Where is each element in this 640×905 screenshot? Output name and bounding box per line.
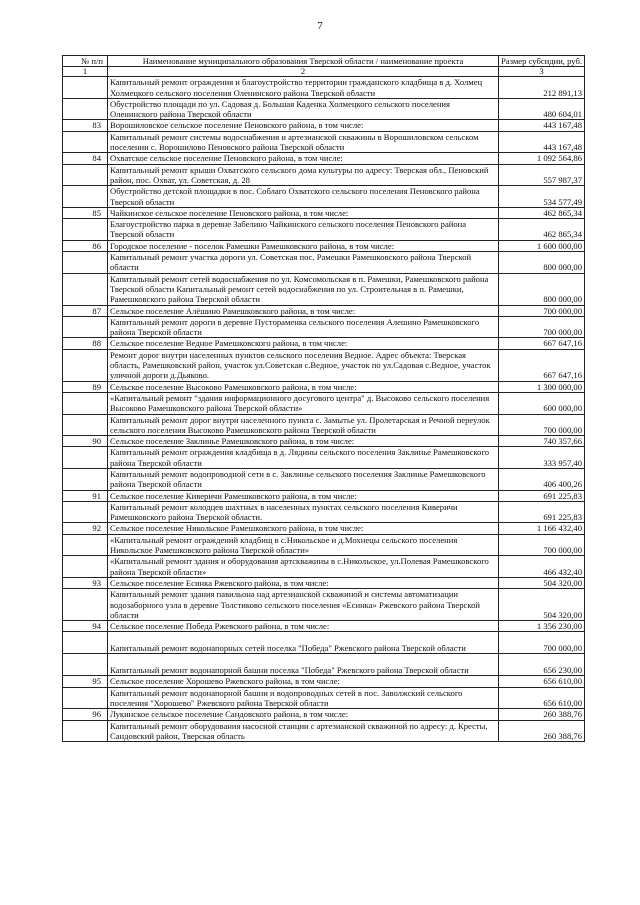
row-name: Капитальный ремонт участка дороги ул. Советская пос. Рамешки Рамешковского района Тверской области [108, 252, 499, 274]
row-amount: 667 647,16 [499, 349, 585, 381]
row-number [63, 98, 108, 120]
row-name: «Капитальный ремонт здания и оборудования артскважины в с.Никольское, ул.Полевая Рамешковского района Тверской области» [108, 556, 499, 578]
table-row [63, 153, 585, 164]
row-number [63, 687, 108, 709]
row-number: 93 [63, 577, 108, 588]
row-name: Капитальный ремонт ограждения кладбища в д. Лядины сельского поселения Заклинье Рамешковского района Тверской области [108, 447, 499, 469]
row-name: Капитальный ремонт водонапорной башни и водопроводных сетей в пос. Заволжский сельского поселения "Хорошево" Ржевского района Тверской области [108, 687, 499, 709]
row-name: Капитальный ремонт сетей водоснабжения по ул. Комсомольская в п. Рамешки, Рамешковского района Тверской области Капитальный ремонт сетей водоснабжения по ул. Строительная в п. Рамешки, Рамешковского района Тверской области [108, 273, 499, 305]
row-number: 94 [63, 621, 108, 632]
row-number: 86 [63, 240, 108, 251]
row-amount: 656 610,00 [499, 676, 585, 687]
row-amount: 260 388,76 [499, 720, 585, 742]
row-name: Обустройство детской площадки в пос. Соблаго Охватского сельского поселения Пеновского района Тверской области [108, 186, 499, 208]
row-number [63, 534, 108, 556]
row-name: Капитальный ремонт водопроводной сети в с. Заклинье сельского поселения Заклинье Рамешковского района Тверской области [108, 468, 499, 490]
row-amount: 691 225,83 [499, 501, 585, 523]
table-row [63, 501, 585, 523]
subsidy-table [62, 55, 585, 742]
row-name: Капитальный ремонт дорог внутри населенного пункта с. Замытье ул. Пролетарская и Речной переулок сельского поселения Высоково Рамешковского района Тверской области [108, 414, 499, 436]
table-row [63, 490, 585, 501]
table-row [63, 621, 585, 632]
table-row [63, 305, 585, 316]
row-number [63, 501, 108, 523]
row-name: Капитальный ремонт водонапорных сетей поселка "Победа" Ржевского района Тверской области [108, 632, 499, 654]
row-amount: 1 356 230,00 [499, 621, 585, 632]
table-row [63, 654, 585, 676]
row-number: 91 [63, 490, 108, 501]
row-number: 90 [63, 436, 108, 447]
row-name: Лукинское сельское поселение Сандовского района, в том числе: [108, 709, 499, 720]
row-name: Сельское поселение Алёшино Рамешковского района, в том числе: [108, 305, 499, 316]
row-amount: 800 000,00 [499, 252, 585, 274]
table-row [63, 316, 585, 338]
table-row [63, 219, 585, 241]
row-number: 89 [63, 381, 108, 392]
row-name: Капитальный ремонт колодцев шахтных в населенных пунктах сельского поселения Киверичи Рамешковского района Тверской области. [108, 501, 499, 523]
row-number: 96 [63, 709, 108, 720]
row-number: 92 [63, 523, 108, 534]
table-row [63, 77, 585, 99]
row-name: Обустройство площади по ул. Садовая д. Большая Каденка Холмецкого сельского поселения Оленинского района Тверской области [108, 98, 499, 120]
table-row [63, 252, 585, 274]
row-amount: 700 000,00 [499, 316, 585, 338]
row-amount: 600 000,00 [499, 392, 585, 414]
row-amount: 700 000,00 [499, 414, 585, 436]
header-amount: Размер субсидии, руб. [499, 56, 585, 67]
row-number [63, 654, 108, 676]
row-number [63, 589, 108, 621]
row-number [63, 349, 108, 381]
table-row [63, 687, 585, 709]
row-name: Капитальный ремонт оборудования насосной станции с артезианской скважиной по адресу: д. Кресты, Сандовский район, Тверская область [108, 720, 499, 742]
table-row [63, 436, 585, 447]
row-name: Капитальный ремонт крыши Охватского сельского дома культуры по адресу: Тверская обл., Пеновский район, пос. Охват, ул. Советская, д. 28 [108, 164, 499, 186]
column-index-2: 2 [108, 67, 499, 77]
row-amount: 1 092 564,86 [499, 153, 585, 164]
table-row [63, 523, 585, 534]
row-name: Сельское поселение Победа Ржевского района, в том числе: [108, 621, 499, 632]
row-number: 88 [63, 338, 108, 349]
row-name: Сельское поселение Заклинье Рамешковского района, в том числе: [108, 436, 499, 447]
table-row [63, 468, 585, 490]
row-name: Капитальный ремонт ограждения и благоустройство территории гражданского кладбища в д. Холмец Холмецкого сельского поселения Оленинского района Тверской области [108, 77, 499, 99]
row-name: Капитальный ремонт здания павильона над артезианской скважиной и системы автоматизации водозаборного узла в деревне Толстиково сельского поселения «Есинка» Ржевского района Тверской области [108, 589, 499, 621]
row-amount: 1 300 000,00 [499, 381, 585, 392]
row-amount: 740 357,66 [499, 436, 585, 447]
row-number [63, 632, 108, 654]
row-name: Охватское сельское поселение Пеновского района, в том числе: [108, 153, 499, 164]
table-row [63, 131, 585, 153]
table-row [63, 720, 585, 742]
row-number [63, 316, 108, 338]
row-number [63, 164, 108, 186]
row-amount: 504 320,00 [499, 577, 585, 588]
row-name: Сельское поселение Ведное Рамешковского района, в том числе: [108, 338, 499, 349]
row-number [63, 131, 108, 153]
row-name: Городское поселение - поселок Рамешки Рамешковского района, в том числе: [108, 240, 499, 251]
table-row [63, 98, 585, 120]
table-row [63, 577, 585, 588]
header-name: Наименование муниципального образования Тверской области / наименование проекта [108, 56, 499, 67]
column-index-1: 1 [63, 67, 108, 77]
row-amount: 443 167,48 [499, 120, 585, 131]
row-number [63, 186, 108, 208]
row-amount: 443 167,48 [499, 131, 585, 153]
row-amount: 667 647,16 [499, 338, 585, 349]
row-amount: 1 166 432,40 [499, 523, 585, 534]
table-row [63, 207, 585, 218]
table-row [63, 709, 585, 720]
row-number [63, 392, 108, 414]
row-amount: 406 400,26 [499, 468, 585, 490]
row-amount: 656 230,00 [499, 654, 585, 676]
row-amount: 504 320,00 [499, 589, 585, 621]
column-index-row [63, 67, 585, 77]
row-number [63, 447, 108, 469]
row-amount: 260 388,76 [499, 709, 585, 720]
row-number [63, 720, 108, 742]
row-number [63, 219, 108, 241]
table-row [63, 186, 585, 208]
table-row [63, 164, 585, 186]
table-row [63, 392, 585, 414]
row-amount: 466 432,40 [499, 556, 585, 578]
row-amount: 462 865,34 [499, 219, 585, 241]
table-row [63, 240, 585, 251]
row-name: Сельское поселение Есинка Ржевского района, в том числе: [108, 577, 499, 588]
row-name: Благоустройство парка в деревне Забелино Чайкинского сельского поселения Пеновского района Тверской области [108, 219, 499, 241]
row-name: Капитальный ремонт водонапорной башни поселка "Победа" Ржевского района Тверской области [108, 654, 499, 676]
table-row [63, 338, 585, 349]
row-number [63, 468, 108, 490]
row-name: «Капитальный ремонт ограждений кладбищ в с.Никольское и д.Мохнецы сельского поселения Никольское Рамешковского района Тверской области» [108, 534, 499, 556]
table-header-row [63, 56, 585, 67]
row-name: Капитальный ремонт системы водоснабжения и артезианской скважины в Ворошиловском сельском поселении с. Ворошилово Пеновского района Тверской области [108, 131, 499, 153]
table-row [63, 273, 585, 305]
row-amount: 800 000,00 [499, 273, 585, 305]
column-index-3: 3 [499, 67, 585, 77]
row-name: Ворошиловское сельское поселение Пеновского района, в том числе: [108, 120, 499, 131]
row-number: 84 [63, 153, 108, 164]
row-number: 87 [63, 305, 108, 316]
row-name: Сельское поселение Киверичи Рамешковского района, в том числе: [108, 490, 499, 501]
row-name: «Капитальный ремонт "здания информационного досугового центра" д. Высоково сельского поселения Высоково Рамешковского района Тверской области» [108, 392, 499, 414]
row-number [63, 252, 108, 274]
row-amount: 700 000,00 [499, 632, 585, 654]
row-number [63, 414, 108, 436]
row-number: 83 [63, 120, 108, 131]
row-number [63, 273, 108, 305]
row-name: Сельское поселение Никольское Рамешковского района, в том числе: [108, 523, 499, 534]
table-row [63, 676, 585, 687]
row-name: Сельское поселение Высоково Рамешковского района, в том числе: [108, 381, 499, 392]
table-row [63, 381, 585, 392]
table-row [63, 414, 585, 436]
row-amount: 333 957,40 [499, 447, 585, 469]
table-row [63, 556, 585, 578]
page-number: 7 [317, 20, 323, 32]
header-number: № п/п [63, 56, 108, 67]
row-amount: 212 891,13 [499, 77, 585, 99]
row-number [63, 556, 108, 578]
table-row [63, 632, 585, 654]
row-number: 85 [63, 207, 108, 218]
row-amount: 691 225,83 [499, 490, 585, 501]
row-name: Чайкинское сельское поселение Пеновского района, в том числе: [108, 207, 499, 218]
table-row [63, 120, 585, 131]
table-row [63, 534, 585, 556]
table-row [63, 589, 585, 621]
row-amount: 1 600 000,00 [499, 240, 585, 251]
row-amount: 557 987,37 [499, 164, 585, 186]
table-row [63, 349, 585, 381]
row-name: Капитальный ремонт дороги в деревне Пустораменка сельского поселения Алешино Рамешковского района Тверской области [108, 316, 499, 338]
row-number [63, 77, 108, 99]
row-amount: 656 610,00 [499, 687, 585, 709]
row-amount: 480 604,01 [499, 98, 585, 120]
row-amount: 534 577,49 [499, 186, 585, 208]
row-number: 95 [63, 676, 108, 687]
row-amount: 700 000,00 [499, 305, 585, 316]
table-row [63, 447, 585, 469]
row-name: Сельское поселение Хорошево Ржевского района, в том числе: [108, 676, 499, 687]
row-amount: 462 865,34 [499, 207, 585, 218]
row-amount: 700 000,00 [499, 534, 585, 556]
row-name: Ремонт дорог внутри населенных пунктов сельского поселения Ведное. Адрес объекта: Тверская область, Рамешковский район, участок ул.Советская с.Ведное, участок по ул.Садовая с.Ведное, участок уличной дороги д.Дьяково. [108, 349, 499, 381]
